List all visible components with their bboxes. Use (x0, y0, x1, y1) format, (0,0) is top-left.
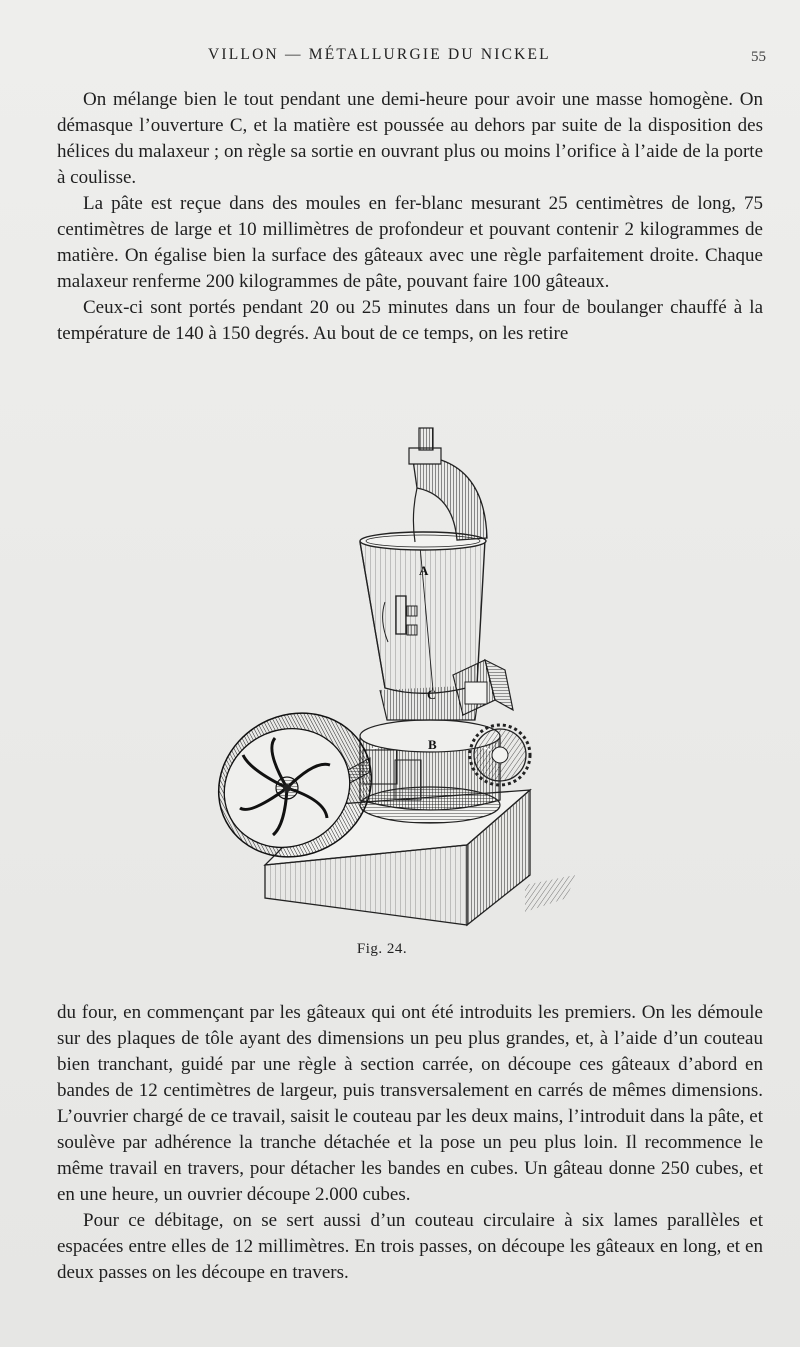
label-a: A (419, 563, 429, 578)
engraving-svg (195, 420, 595, 930)
curved-chute (409, 428, 487, 542)
page-header (0, 46, 800, 70)
figure-caption: Fig. 24. (356, 941, 408, 957)
paragraph-1: On mélange bien le tout pendant une demi-heure pour avoir une masse homogène. On démasque l’ouverture C, et la matière est poussée au dehors par suite de la disposition des hélices du malaxeur ; on règle sa sortie en ouvrant plus ou moins l’orifice à l’aide de la porte à coulisse. (57, 89, 763, 188)
label-c: C (427, 687, 437, 702)
ground-shadow (525, 875, 575, 912)
text-block-bottom (57, 1000, 763, 1286)
label-b: B (428, 737, 437, 752)
malaxeur-illustration (195, 420, 595, 930)
page-number: 55 (751, 49, 766, 65)
figure-caption-wrapper (0, 941, 800, 958)
text-block-top (57, 87, 763, 347)
paragraph-5: Pour ce débitage, on se sert aussi d’un couteau circulaire à six lames parallèles et espacées entre elles de 12 millimètres. En trois passes, on découpe les gâteaux en long, et en deux passes on les découpe en travers. (57, 1210, 763, 1283)
running-title: VILLON — MÉTALLURGIE DU NICKEL (208, 46, 551, 63)
paragraph-3: Ceux-ci sont portés pendant 20 ou 25 minutes dans un four de boulanger chauffé à la température de 140 à 150 degrés. Au bout de ce temps, on les retire (57, 297, 763, 344)
paragraph-4: du four, en commençant par les gâteaux qui ont été introduits les premiers. On les démoule sur des plaques de tôle ayant des dimensions un peu plus grandes, et, à l’aide d’un couteau bien tranchant, guidé par une règle à section carrée, on découpe ces gâteaux d’abord en bandes de 12 centimètres de largeur, puis transversalement en carrés de mêmes dimensions. L’ouvrier chargé de ce travail, saisit le couteau par les deux mains, l’introduit dans la pâte, et soulève par adhérence la tranche détachée et la pose un peu plus loin. Il recommence le même travail en travers, pour détacher les bandes en cubes. Un gâteau donne 250 cubes, et en une heure, un ouvrier découpe 2.000 cubes. (57, 1002, 763, 1205)
paragraph-2: La pâte est reçue dans des moules en fer-blanc mesurant 25 centimètres de long, 75 centimètres de large et 10 millimètres de profondeur et pouvant contenir 2 kilogrammes de matière. On égalise bien la surface des gâteaux avec une règle parfaitement droite. Chaque malaxeur renferme 200 kilogrammes de pâte, pouvant faire 100 gâteaux. (57, 193, 763, 292)
